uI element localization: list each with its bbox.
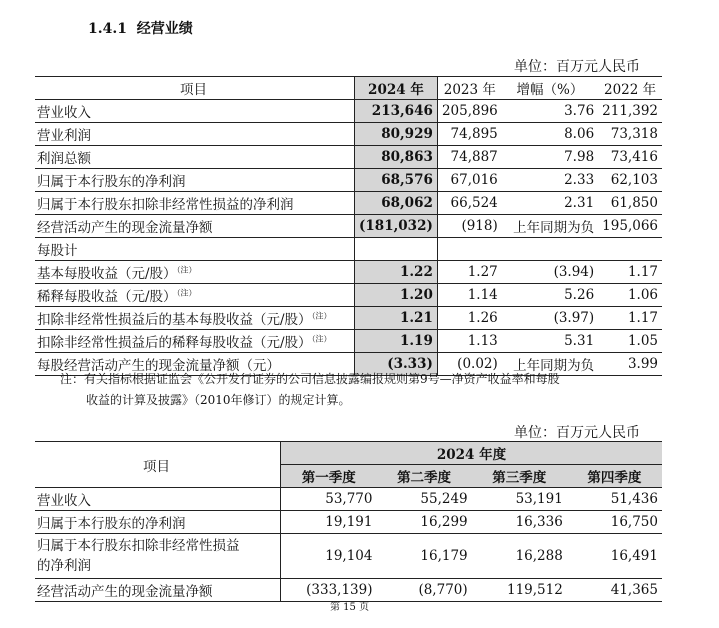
row-item: 基本每股收益（元/股）$^{(注)}$ — [35, 261, 355, 284]
cell-2024: (181,032) — [355, 215, 438, 238]
cell-2022: 1.17 — [598, 307, 662, 330]
cell-q3: 16,288 — [472, 534, 567, 579]
cell-2024: 80,863 — [355, 146, 438, 169]
cell-q4: 41,365 — [567, 579, 662, 602]
cell-growth: (3.97) — [502, 307, 598, 330]
header-item: 项目 — [35, 77, 355, 100]
footnote — [60, 369, 660, 411]
table-row — [35, 146, 662, 169]
cell-q4: 16,750 — [567, 511, 662, 534]
cell-q1: 19,104 — [281, 534, 377, 579]
cell-growth: 5.26 — [502, 284, 598, 307]
header-item: 项目 — [35, 442, 281, 488]
page-number: 第 15 页 — [330, 602, 370, 613]
header-2024: 2024 年 — [355, 77, 438, 100]
header-growth: 增幅（%） — [502, 77, 598, 100]
note-marker: （注） — [176, 288, 197, 298]
row-item: 营业利润 — [35, 123, 355, 146]
header-q4: 第四季度 — [567, 465, 662, 488]
cell-q3: 53,191 — [472, 488, 567, 511]
cell-growth: (3.94) — [502, 261, 598, 284]
quarterly-performance-table — [35, 441, 662, 602]
header-q2: 第二季度 — [377, 465, 472, 488]
row-item: 经营活动产生的现金流量净额 — [35, 579, 281, 602]
cell-2022: 62,103 — [598, 169, 662, 192]
cell-q2: 55,249 — [377, 488, 472, 511]
table-row — [35, 330, 662, 353]
cell-2023: 74,895 — [437, 123, 501, 146]
row-item: 归属于本行股东的净利润 — [35, 511, 281, 534]
cell-2023: 205,896 — [437, 100, 501, 123]
cell-growth: 3.76 — [502, 100, 598, 123]
cell-2024: 68,062 — [355, 192, 438, 215]
row-item: 每股经营活动产生的现金流量净额（元） — [35, 353, 355, 376]
cell-2023: 1.13 — [437, 330, 501, 353]
header-q1: 第一季度 — [281, 465, 377, 488]
row-item: 归属于本行股东扣除非经常性损益 的净利润 — [35, 534, 281, 579]
row-item: 营业收入 — [35, 488, 281, 511]
row-item: 稀释每股收益（元/股）$^{(注)}$ — [35, 284, 355, 307]
table-header-row — [35, 77, 662, 100]
row-item: 经营活动产生的现金流量净额 — [35, 215, 355, 238]
cell-growth: 8.06 — [502, 123, 598, 146]
row-item: 归属于本行股东的净利润 — [35, 169, 355, 192]
section-heading: 经营业绩 — [136, 21, 193, 37]
cell-2022: 1.17 — [598, 261, 662, 284]
table-row — [35, 192, 662, 215]
section-number: 1.4.1 — [88, 21, 127, 37]
cell-q2: (8,770) — [377, 579, 472, 602]
row-item: 扣除非经常性损益后的稀释每股收益（元/股）$^{(注)}$ — [35, 330, 355, 353]
cell-q1: 19,191 — [281, 511, 377, 534]
table-row — [35, 169, 662, 192]
cell-q2: 16,299 — [377, 511, 472, 534]
table1-unit: 单位：百万元人民币 — [514, 59, 640, 75]
cell-2023: (0.02) — [437, 353, 501, 376]
cell-growth: 2.31 — [502, 192, 598, 215]
cell-2023: 66,524 — [437, 192, 501, 215]
cell-q4: 16,491 — [567, 534, 662, 579]
cell-2024: 1.19 — [355, 330, 438, 353]
footnote-line: 收益的计算及披露》（2010年修订）的规定计算。 — [86, 393, 351, 407]
header-q3: 第三季度 — [472, 465, 567, 488]
cell-2023: 1.14 — [437, 284, 501, 307]
cell-2023: 74,887 — [437, 146, 501, 169]
cell-2022: 73,416 — [598, 146, 662, 169]
cell-2024: (3.33) — [355, 353, 438, 376]
note-marker: （注） — [311, 334, 332, 344]
section-title — [88, 18, 193, 38]
cell-growth: 7.98 — [502, 146, 598, 169]
table-row — [35, 100, 662, 123]
cell-2024: 68,576 — [355, 169, 438, 192]
annual-performance-table — [35, 76, 662, 376]
table-row — [35, 307, 662, 330]
table-row — [35, 488, 662, 511]
cell-2024: 80,929 — [355, 123, 438, 146]
cell-2022: 195,066 — [598, 215, 662, 238]
cell-q2: 16,179 — [377, 534, 472, 579]
cell-2024: 1.21 — [355, 307, 438, 330]
per-share-label: 每股计 — [35, 238, 355, 261]
row-item: 利润总额 — [35, 146, 355, 169]
per-share-group-row — [35, 238, 662, 261]
header-2022: 2022 年 — [598, 77, 662, 100]
cell-2022: 1.05 — [598, 330, 662, 353]
table-row — [35, 261, 662, 284]
cell-2022: 3.99 — [598, 353, 662, 376]
header-year: 2024 年度 — [281, 442, 662, 465]
cell-q1: (333,139) — [281, 579, 377, 602]
cell-q1: 53,770 — [281, 488, 377, 511]
year-header-row — [35, 442, 662, 465]
cell-2022: 73,318 — [598, 123, 662, 146]
table-row — [35, 215, 662, 238]
cell-2023: 67,016 — [437, 169, 501, 192]
table-row — [35, 284, 662, 307]
row-item: 归属于本行股东扣除非经常性损益的净利润 — [35, 192, 355, 215]
cell-q4: 51,436 — [567, 488, 662, 511]
cell-growth: 上年同期为负 — [502, 353, 598, 376]
footnote-line: 注：有关指标根据证监会《公开发行证券的公司信息披露编报规则第9号—净资产收益率和每股 — [60, 372, 560, 386]
table-row — [35, 123, 662, 146]
cell-2023: 1.27 — [437, 261, 501, 284]
table-row — [35, 511, 662, 534]
cell-2022: 61,850 — [598, 192, 662, 215]
row-item: 营业收入 — [35, 100, 355, 123]
row-item: 扣除非经常性损益后的基本每股收益（元/股）$^{(注)}$ — [35, 307, 355, 330]
cell-q3: 16,336 — [472, 511, 567, 534]
cell-2023: 1.26 — [437, 307, 501, 330]
cell-growth: 2.33 — [502, 169, 598, 192]
cell-2023: (918) — [437, 215, 501, 238]
cell-2022: 1.06 — [598, 284, 662, 307]
cell-2024: 1.22 — [355, 261, 438, 284]
cell-growth: 上年同期为负 — [502, 215, 598, 238]
header-2023: 2023 年 — [437, 77, 501, 100]
note-marker: （注） — [176, 265, 197, 275]
cell-growth: 5.31 — [502, 330, 598, 353]
note-marker: （注） — [311, 311, 332, 321]
cell-2024: 213,646 — [355, 100, 438, 123]
cell-2024: 1.20 — [355, 284, 438, 307]
table-row — [35, 534, 662, 579]
cell-2022: 211,392 — [598, 100, 662, 123]
cell-q3: 119,512 — [472, 579, 567, 602]
table2-unit: 单位：百万元人民币 — [514, 425, 640, 441]
